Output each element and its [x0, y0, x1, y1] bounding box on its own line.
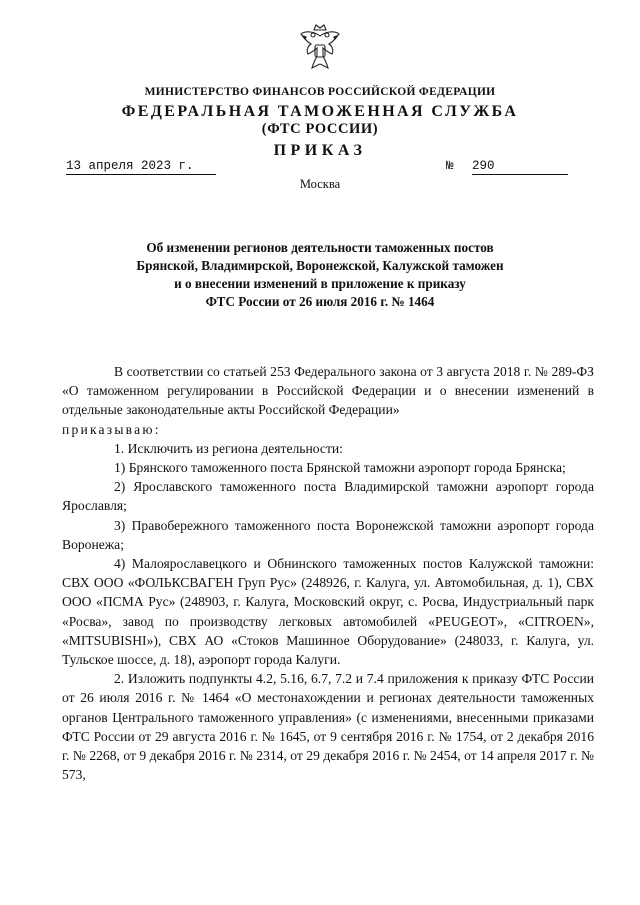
order-title — [100, 239, 540, 311]
title-line: и о внесении изменений в приложение к приказу — [174, 276, 466, 291]
ministry-name: МИНИСТЕРСТВО ФИНАНСОВ РОССИЙСКОЙ ФЕДЕРАЦИИ — [144, 86, 496, 98]
item-1: 1. Исключить из региона деятельности: — [114, 440, 343, 456]
city: Москва — [299, 177, 341, 191]
order-number-label: № — [446, 159, 454, 173]
service-short-name: (ФТС РОССИИ) — [261, 121, 379, 137]
intro-paragraph: В соответствии со статьей 253 Федерального закона от 3 августа 2018 г. № 289-ФЗ «О таможенном регулировании в Российской Федерации и о внесении изменений в отдельные законодательные акты Российской Федерации» — [62, 364, 594, 418]
service-name: ФЕДЕРАЛЬНАЯ ТАМОЖЕННАЯ СЛУЖБА — [121, 103, 519, 120]
item-1-2: 2) Ярославского таможенного поста Владимирской таможни аэропорт города Ярославля; — [62, 479, 594, 514]
order-date: 13 апреля 2023 г. — [66, 159, 216, 175]
item-1-4: 4) Малоярославецкого и Обнинского таможенных постов Калужской таможни: СВХ ООО «ФОЛЬКСВАГЕН Груп Рус» (248926, г. Калуга, ул. Автомобильная, д. 1), СВХ ООО «ПСМА Рус» (248903, г. Калуга, Московский округ, с. Росва, Индустриальный парк «Росва», завод по производству легковых автомобилей «PEUGEOT», «CITROEN», «MITSUBISHI»), СВХ АО «Стоков Машинное Оборудование» (248033, г. Калуга, ул. Тульское шоссе, д. 18), аэропорт города Калуги. — [62, 556, 594, 668]
item-1-1: 1) Брянского таможенного поста Брянской таможни аэропорт города Брянска; — [114, 460, 566, 476]
order-word-text: приказываю: — [62, 421, 161, 437]
title-line: Брянской, Владимирской, Воронежской, Калужской таможен — [136, 258, 504, 273]
item-2: 2. Изложить подпункты 4.2, 5.16, 6.7, 7.2 и 7.4 приложения к приказу ФТС России от 26 июля 2016 г. № 1464 «О местонахождении и регионах деятельности таможенных органов Центрального таможенного управления» (с изменениями, внесенными приказами ФТС России от 29 августа 2016 г. № 1645, от 9 сентября 2016 г. № 1754, от 2 декабря 2016 г. № 2268, от 9 декабря 2016 г. № 2314, от 29 декабря 2016 г. № 2454, от 14 апреля 2017 г. № 573, — [62, 671, 594, 783]
coat-of-arms-icon — [298, 22, 342, 72]
order-word — [62, 420, 594, 439]
title-line: Об изменении регионов деятельности таможенных постов — [146, 240, 494, 255]
document-type: ПРИКАЗ — [273, 142, 367, 159]
order-number: 290 — [472, 159, 568, 175]
order-body — [62, 362, 594, 784]
item-1-3: 3) Правобережного таможенного поста Воронежской таможни аэропорт города Воронежа; — [62, 517, 594, 552]
title-line: ФТС России от 26 июля 2016 г. № 1464 — [205, 294, 435, 309]
